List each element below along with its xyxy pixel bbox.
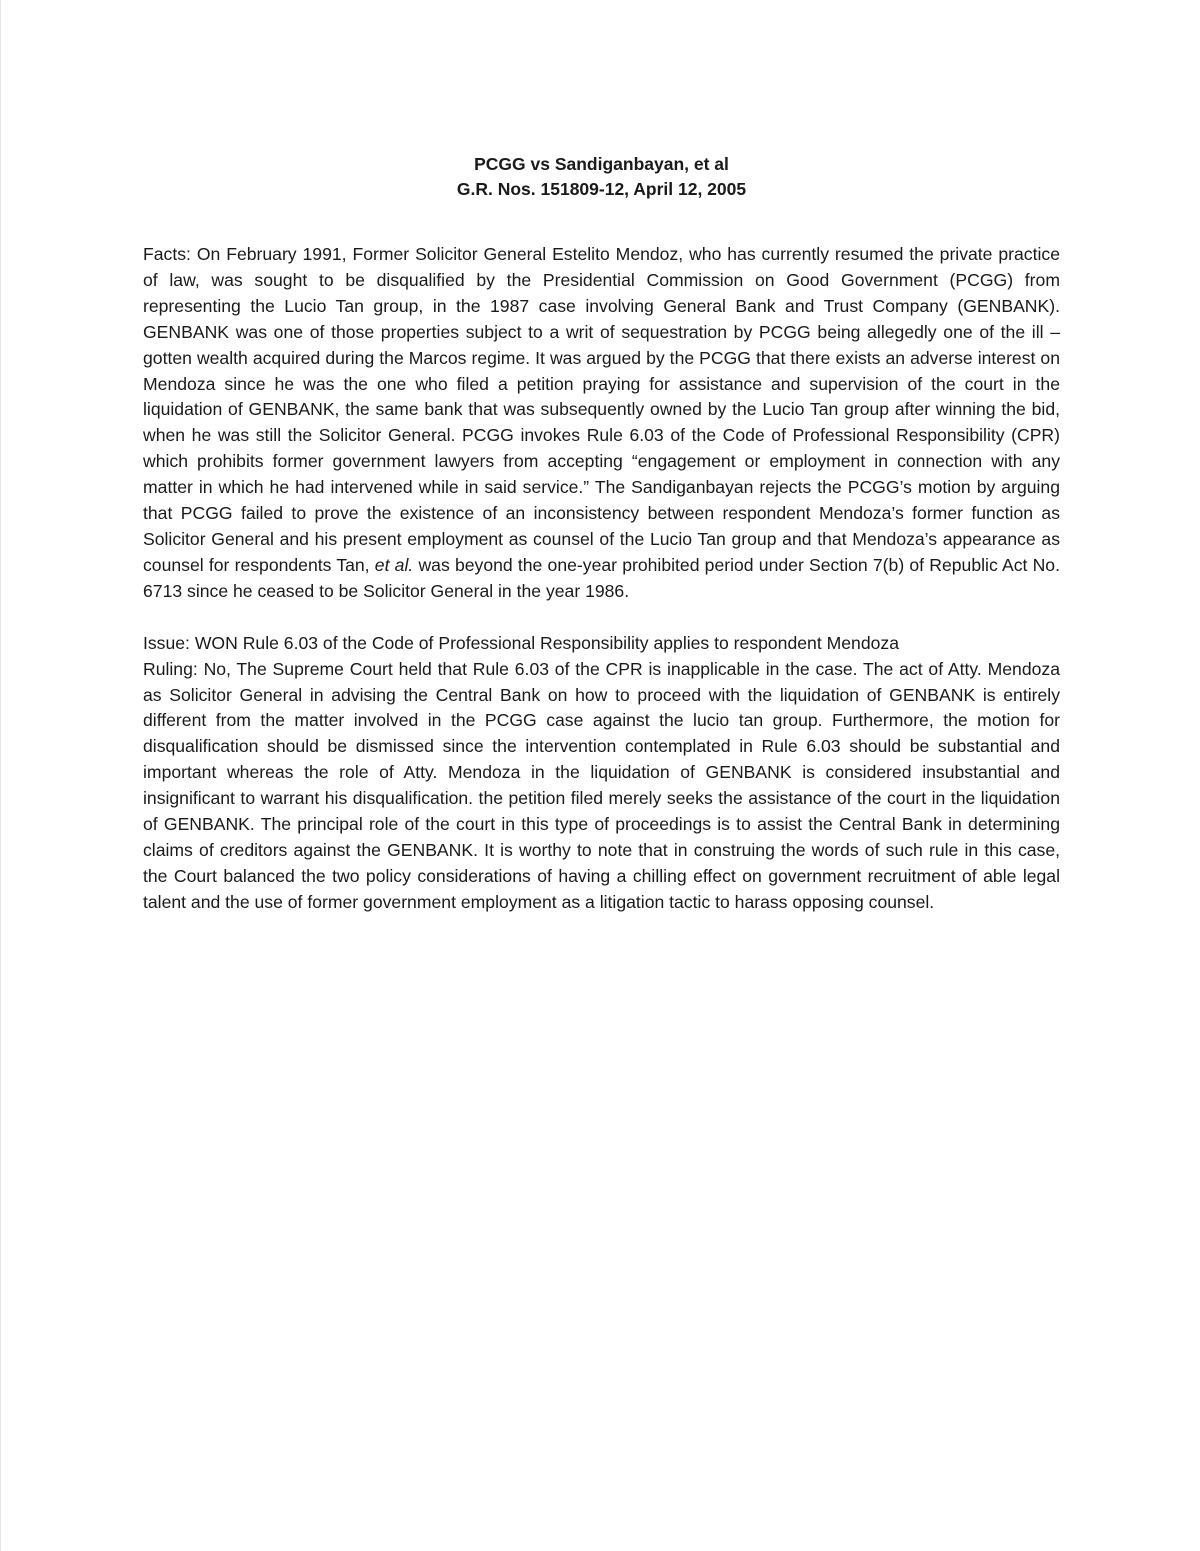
case-title: PCGG vs Sandiganbayan, et al — [474, 154, 729, 174]
issue-paragraph: Issue: WON Rule 6.03 of the Code of Professional Responsibility applies to respondent Mendoza — [143, 632, 899, 653]
case-header — [143, 152, 1060, 202]
facts-label: Facts: — [143, 244, 191, 264]
facts-paragraph — [143, 242, 1060, 605]
case-citation: G.R. Nos. 151809-12, April 12, 2005 — [456, 179, 747, 199]
facts-text: On February 1991, Former Solicitor General Estelito Mendoz, who has currently resumed the private practice of law, was sought to be disqualified by the Presidential Commission on Good Government (PCGG) from representing the Lucio Tan group, in the 1987 case involving General Bank and Trust Company (GENBANK). GENBANK was one of those properties subject to a writ of sequestration by PCGG being allegedly one of the ill –gotten wealth acquired during the Marcos regime. It was argued by the PCGG that there exists an adverse interest on Mendoza since he was the one who filed a petition praying for assistance and supervision of the court in the liquidation of GENBANK, the same bank that was subsequently owned by the Lucio Tan group after winning the bid, when he was still the Solicitor General. PCGG invokes Rule 6.03 of the Code of Professional Responsibility (CPR) which prohibits former government lawyers from accepting “engagement or employment in connection with any matter in which he had intervened while in said service.” The Sandiganbayan rejects the PCGG’s motion by arguing that PCGG failed to prove the existence of an inconsistency between respondent Mendoza’s former function as Solicitor General and his present employment as counsel of the Lucio Tan group and that Mendoza’s appearance as counsel for respondents Tan, — [143, 244, 1060, 575]
facts-italic-text: et al. — [374, 554, 414, 575]
ruling-paragraph: Ruling: No, The Supreme Court held that Rule 6.03 of the CPR is inapplicable in the case. The act of Atty. Mendoza as Solicitor General in advising the Central Bank on how to proceed with the liquidation of GENBANK is entirely different from the matter involved in the PCGG case against the lucio tan group. Furthermore, the motion for disqualification should be dismissed since the intervention contemplated in Rule 6.03 should be substantial and important whereas the role of Atty. Mendoza in the liquidation of GENBANK is considered insubstantial and insignificant to warrant his disqualification. the petition filed merely seeks the assistance of the court in the liquidation of GENBANK. The principal role of the court in this type of proceedings is to assist the Central Bank in determining claims of creditors against the GENBANK. It is worthy to note that in construing the words of such rule in this case, the Court balanced the two policy considerations of having a chilling effect on government recruitment of able legal talent and the use of former government employment as a litigation tactic to harass opposing counsel. — [143, 658, 1060, 912]
document-body — [143, 152, 1060, 916]
facts-text-end: was beyond the one-year prohibited period under Section 7(b) of Republic Act No. 6713 since he ceased to be Solicitor General in the year 1986. — [143, 554, 1060, 601]
